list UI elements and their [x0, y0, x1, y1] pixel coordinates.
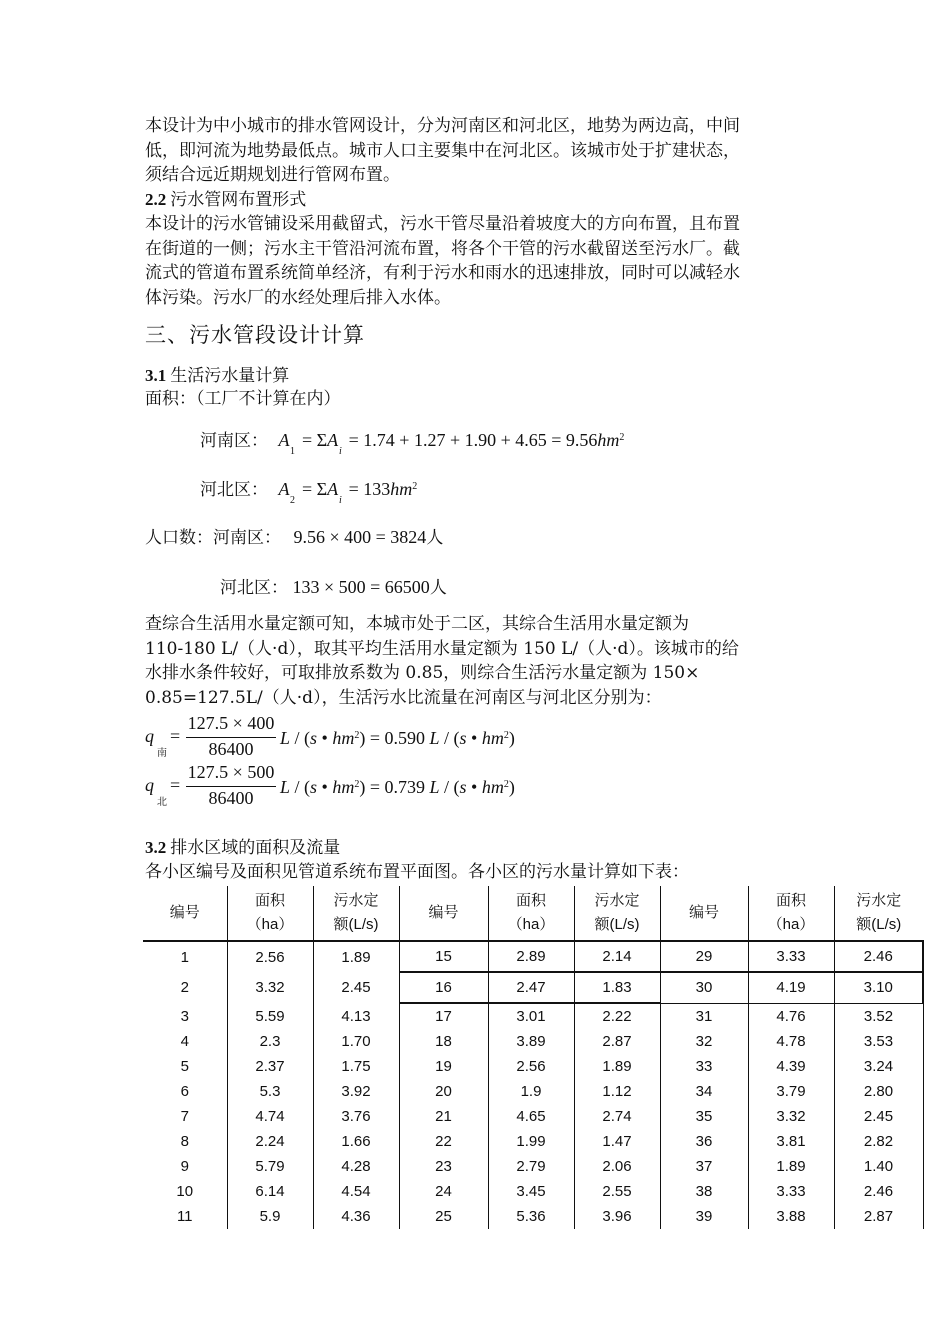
- subscript-1: 1: [290, 446, 295, 457]
- table-cell: 2.14: [574, 941, 660, 972]
- table-cell: 34: [660, 1079, 748, 1104]
- table-cell: 3.96: [574, 1204, 660, 1229]
- table-cell: 2.45: [834, 1104, 923, 1129]
- table-cell: 15: [399, 941, 488, 972]
- intro-line: 须结合远近期规划进行管网布置。: [145, 165, 400, 186]
- table-cell: 3.32: [227, 972, 313, 1003]
- table-cell: 8: [180, 1133, 189, 1150]
- table-cell: 3.88: [748, 1204, 834, 1229]
- table-cell: 39: [660, 1204, 748, 1229]
- table-cell: 4.54: [313, 1179, 399, 1204]
- header-id: 编号: [399, 886, 488, 941]
- table-cell: 4.36: [313, 1204, 399, 1229]
- section-title: 污水管网布置形式: [170, 190, 307, 210]
- equals-sign: =: [170, 775, 181, 795]
- table-cell: 3.76: [313, 1104, 399, 1129]
- table-cell: 3: [180, 1007, 189, 1025]
- table-cell: 5.3: [227, 1079, 313, 1104]
- header-id: 编号: [143, 886, 227, 941]
- hebei-area-expression: = 133: [348, 479, 391, 499]
- q-north-numerator: 127.5 × 500: [187, 762, 275, 782]
- equals-sign: =: [170, 726, 181, 746]
- person-unit: 人: [426, 528, 444, 548]
- q-south-denominator: 86400: [208, 739, 254, 759]
- intro-paragraph: [145, 114, 807, 188]
- table-cell: 2.22: [574, 1003, 660, 1029]
- table-row: [143, 1029, 923, 1054]
- paragraph-line: 体污染。污水厂的水经处理后排入水体。: [145, 287, 451, 308]
- intro-line: 低，即河流为地势最低点。城市人口主要集中在河北区。该城市处于扩建状态，: [145, 140, 740, 161]
- table-row: [143, 1179, 923, 1204]
- table-cell: 1.12: [574, 1079, 660, 1104]
- table-header-row: [143, 886, 923, 941]
- table-cell: 5.59: [227, 1003, 313, 1029]
- hebei-area-label: 河北区：: [200, 480, 268, 500]
- table-cell: 4.39: [748, 1054, 834, 1079]
- population-hebei-expression: 133 × 500 = 66500: [292, 577, 430, 597]
- table-cell: 22: [399, 1129, 488, 1154]
- table-cell: 2.3: [227, 1029, 313, 1054]
- header-area: 面积 （ha）: [748, 886, 834, 941]
- table-cell: 3.33: [748, 1179, 834, 1204]
- section-3-2-intro: 各小区编号及面积见管道系统布置平面图。各小区的污水量计算如下表：: [145, 862, 689, 882]
- table-cell: 1.75: [313, 1054, 399, 1079]
- table-row: [143, 1129, 923, 1154]
- header-flow: 污水定 额(L/s): [834, 886, 923, 941]
- table-row: [143, 1054, 923, 1079]
- table-cell: 36: [660, 1129, 748, 1154]
- population-henan: [145, 525, 443, 550]
- table-cell: 2.56: [227, 941, 313, 972]
- table-row: [143, 1204, 923, 1229]
- table-cell: 3.33: [748, 941, 834, 972]
- q-south-symbol: q: [145, 726, 154, 746]
- q-north-subscript: 北: [157, 797, 167, 808]
- table-cell: 5.9: [227, 1204, 313, 1229]
- table-cell: 20: [399, 1079, 488, 1104]
- quota-paragraph: [145, 612, 807, 710]
- table-cell: 3.81: [748, 1129, 834, 1154]
- table-cell: 9: [180, 1158, 189, 1175]
- table-cell: 3.32: [748, 1104, 834, 1129]
- header-flow: 污水定 额(L/s): [574, 886, 660, 941]
- table-cell: 21: [399, 1104, 488, 1129]
- table-cell: 19: [399, 1054, 488, 1079]
- table-cell: 4.74: [227, 1104, 313, 1129]
- paragraph-line: 0.85=127.5L/（人·d），生活污水比流量在河南区与河北区分别为：: [145, 687, 662, 708]
- table-cell: 1.47: [574, 1129, 660, 1154]
- table-row: [143, 1003, 923, 1029]
- q-north-result: 0.739: [384, 777, 425, 797]
- table-cell: 2.80: [834, 1079, 923, 1104]
- table-cell: 1.89: [313, 941, 399, 972]
- paragraph-line: 在街道的一侧；污水主干管沿河流布置，将各个干管的污水截留送至污水厂。截: [145, 238, 740, 259]
- section-number: 3.2: [145, 838, 167, 857]
- paragraph-line: 本设计的污水管铺设采用截留式，污水干管尽量沿着坡度大的方向布置，且布置: [145, 214, 740, 234]
- paragraph-line: 流式的管道布置系统简单经济，有利于污水和雨水的迅速排放，同时可以减轻水: [145, 263, 740, 284]
- table-cell: 2.74: [574, 1104, 660, 1129]
- henan-area-expression: = 1.74 + 1.27 + 1.90 + 4.65 = 9.56: [348, 430, 598, 450]
- table-cell: 37: [660, 1154, 748, 1179]
- table-cell: 2.24: [227, 1129, 313, 1154]
- table-cell: 5.79: [227, 1154, 313, 1179]
- section-3-1-heading: [145, 364, 289, 388]
- table-row: [143, 941, 923, 972]
- table-cell: 4.76: [748, 1003, 834, 1029]
- table-cell: 2.37: [227, 1054, 313, 1079]
- fraction-bar: [186, 786, 276, 787]
- table-cell: 7: [180, 1108, 189, 1125]
- table-cell: 2.47: [488, 972, 574, 1003]
- header-id: 编号: [660, 886, 748, 941]
- table-cell: 2.45: [313, 972, 399, 1003]
- area-intro: 面积：（工厂不计算在内）: [145, 389, 341, 409]
- table-cell: 4.65: [488, 1104, 574, 1129]
- section-2-2-paragraph: [145, 212, 807, 310]
- q-north-rhs: L / (s • $hm^2) = 0.739$ L / (s • $hm^2$): [280, 777, 515, 797]
- table-cell: 24: [399, 1179, 488, 1204]
- table-cell: 30: [660, 972, 748, 1003]
- table-cell: 1.70: [313, 1029, 399, 1054]
- table-cell: 38: [660, 1179, 748, 1204]
- table-cell: 4.28: [313, 1154, 399, 1179]
- table-cell: 4.13: [313, 1003, 399, 1029]
- hebei-area-equation: 河北区： $A = \Sigma A = 133hm^2$: [200, 479, 418, 500]
- table-cell: 10: [176, 1183, 194, 1200]
- q-south-result: 0.590: [384, 728, 425, 748]
- table-cell: 3.53: [834, 1029, 923, 1054]
- fraction-bar: [186, 737, 276, 738]
- table-cell: 3.01: [488, 1003, 574, 1029]
- table-cell: 1.89: [574, 1054, 660, 1079]
- section-2-2-heading: [145, 188, 306, 212]
- table-row: [143, 972, 923, 1003]
- table-cell: 18: [399, 1029, 488, 1054]
- q-south-subscript: 南: [157, 748, 167, 759]
- population-hebei-label: 河北区：: [220, 578, 288, 598]
- section-title: 生活污水量计算: [170, 366, 290, 386]
- table-cell: 1.9: [488, 1079, 574, 1104]
- table-cell: 2.87: [834, 1204, 923, 1229]
- paragraph-line: 水排水条件较好，可取排放系数为 0.85，则综合生活污水量定额为 150×: [145, 663, 700, 684]
- table-cell: 2.46: [834, 1179, 923, 1204]
- table-cell: 1.40: [834, 1154, 923, 1179]
- henan-area-label: 河南区：: [200, 431, 268, 451]
- table-cell: 11: [176, 1208, 193, 1225]
- table-cell: 2.79: [488, 1154, 574, 1179]
- table-cell: 1.89: [748, 1154, 834, 1179]
- henan-area-equation: 河南区： $A = \Sigma A = 1.74 + 1.27 + 1.90 + 4.65 = 9.56hm^2$: [200, 430, 625, 451]
- table-cell: 4.78: [748, 1029, 834, 1054]
- table-cell: 2.87: [574, 1029, 660, 1054]
- section-number: 2.2: [145, 190, 167, 209]
- table-cell: 17: [399, 1003, 488, 1029]
- chapter-3-title: 三、污水管段设计计算: [145, 323, 365, 347]
- table-row: [143, 1079, 923, 1104]
- subscript-2: 2: [290, 495, 295, 506]
- table-cell: 1.66: [313, 1129, 399, 1154]
- table-cell: 3.79: [748, 1079, 834, 1104]
- table-cell: 4: [180, 1033, 189, 1050]
- q-south-rhs: L / (s • $hm^2) = 0.590$ L / (s • $hm^2$): [280, 728, 515, 748]
- table-cell: 3.89: [488, 1029, 574, 1054]
- q-north-denominator: 86400: [208, 788, 254, 808]
- table-cell: 16: [399, 972, 488, 1003]
- section-3-2-heading: [145, 836, 340, 860]
- subscript-i: i: [339, 495, 342, 506]
- q-south-numerator: 127.5 × 400: [187, 713, 275, 733]
- table-row: [143, 1104, 923, 1129]
- table-cell: 2.06: [574, 1154, 660, 1179]
- table-cell: 3.92: [313, 1079, 399, 1104]
- population-label: 人口数：河南区：: [145, 528, 281, 548]
- table-cell: 5.36: [488, 1204, 574, 1229]
- header-area: 面积 （ha）: [227, 886, 313, 941]
- table-cell: 2.56: [488, 1054, 574, 1079]
- table-cell: 23: [399, 1154, 488, 1179]
- table-cell: 35: [660, 1104, 748, 1129]
- population-henan-expression: 9.56 × 400 = 3824: [293, 527, 427, 547]
- population-hebei: [220, 575, 447, 600]
- table-cell: 33: [660, 1054, 748, 1079]
- table-cell: 6: [180, 1083, 189, 1100]
- table-cell: 3.24: [834, 1054, 923, 1079]
- header-flow: 污水定 额(L/s): [313, 886, 399, 941]
- table-cell: 1: [180, 948, 189, 966]
- table-cell: 4.19: [748, 972, 834, 1003]
- table-cell: 3.45: [488, 1179, 574, 1204]
- paragraph-line: 查综合生活用水量定额可知，本城市处于二区，其综合生活用水量定额为: [145, 614, 689, 634]
- subscript-i: i: [339, 446, 342, 457]
- table-cell: 29: [660, 941, 748, 972]
- section-number: 3.1: [145, 366, 167, 385]
- table-row: [143, 1154, 923, 1179]
- table-cell: 1.83: [574, 972, 660, 1003]
- area-flow-table: [143, 886, 924, 1229]
- table-cell: 6.14: [227, 1179, 313, 1204]
- header-area: 面积 （ha）: [488, 886, 574, 941]
- table-cell: 5: [180, 1058, 189, 1075]
- table-cell: 2.46: [834, 941, 923, 972]
- paragraph-line: 110-180 L/（人·d），取其平均生活用水量定额为 150 L/（人·d）。该城市的给: [145, 638, 739, 659]
- table-cell: 2.55: [574, 1179, 660, 1204]
- table-cell: 31: [660, 1003, 748, 1029]
- table-cell: 2.82: [834, 1129, 923, 1154]
- section-title: 排水区域的面积及流量: [170, 838, 341, 858]
- table-cell: 3.10: [834, 972, 923, 1003]
- q-north-symbol: q: [145, 775, 154, 795]
- table-cell: 32: [660, 1029, 748, 1054]
- intro-line: 本设计为中小城市的排水管网设计，分为河南区和河北区，地势为两边高，中间: [145, 116, 740, 136]
- table-cell: 2.89: [488, 941, 574, 972]
- table-cell: 3.52: [834, 1003, 923, 1029]
- table-cell: 2: [180, 979, 189, 996]
- person-unit: 人: [429, 578, 447, 598]
- table-cell: 25: [399, 1204, 488, 1229]
- table-cell: 1.99: [488, 1129, 574, 1154]
